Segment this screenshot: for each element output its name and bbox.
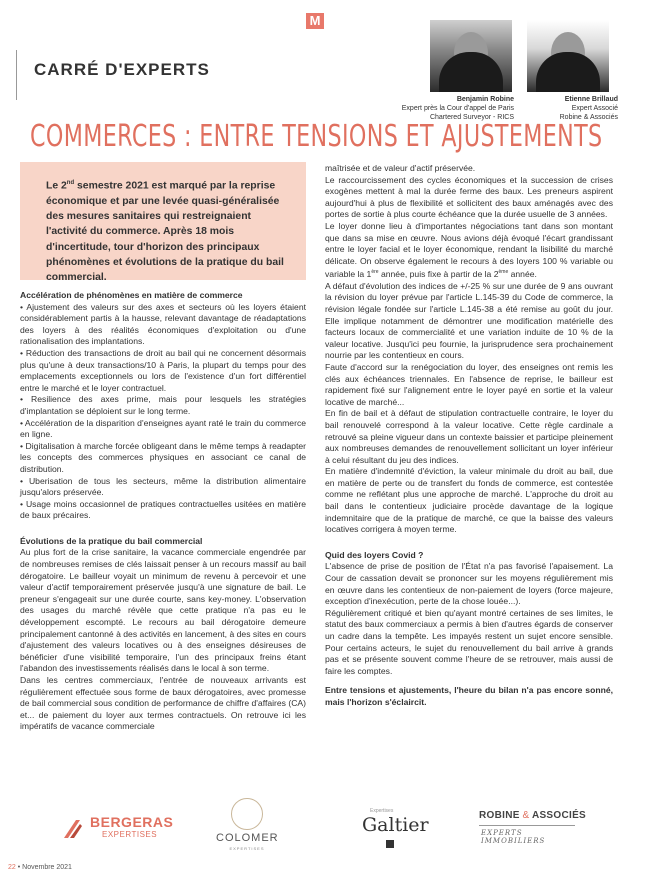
colomer-ring-icon — [231, 798, 263, 830]
expert-name: Benjamin Robine — [456, 96, 514, 103]
paragraph: Au plus fort de la crise sanitaire, la vacance commerciale engendrée par de nombreuses remises de clés laissait penser à un recours massif au bail dérogatoire. Le bailleur voyait un minimum de revenu à percevoir et une valeur d'actif temporairement préservée jusqu'à une signature de bail. Le preneur s'engageait sur une durée courte, sans key-money. L'observation des usages du marché révèle que cette pratique n'a pas eu le développement escompté. Le recours au bail dérogatoire demeure principalement cantonné à des activités en lancement, à des sites en cours d'ajustement des valeurs locatives ou à des enseignes désireuses de bénéficier d'une visibilité temporaire, l'un des principaux freins étant l'abandon des investissements réalisés dans le local à son terme. — [20, 547, 306, 674]
page-footer: 22 • Novembre 2021 — [8, 864, 72, 871]
colomer-logo: COLOMER EXPERTISES — [216, 796, 278, 854]
bergeras-logo: BERGERAS EXPERTISES — [62, 806, 192, 846]
bullet-item: • Resilience des axes prime, mais pour lesquels les stratégies d'implantation se déploient sur le long terme. — [20, 394, 306, 416]
paragraph: Dans les centres commerciaux, l'entrée de nouveaux arrivants est régulièrement effectuée sous forme de baux dérogatoires, avec promesse de bail commercial sous condition de performance de chiffre d'affaires (CA) et... de paiement du loyer aux termes contractuels. On retrouve ici les impératifs de vacance commerciale — [20, 675, 307, 732]
bullet-item: • Usage moins occasionnel de pratiques contractuelles usitées en matière de baux précaires. — [20, 498, 306, 521]
paragraph: En fin de bail et à défaut de stipulation contractuelle contraire, le loyer du bail renouvelé correspond à la valeur locative. Cette règle cardinale a retrouvé sa pleine vigueur dans un contexte baissier et participe pleinement aux nombreuses demandes de renouvellement sollicitant un loyer inférieur à celui résultant du jeu des indices. — [325, 408, 613, 465]
paragraph: Régulièrement critiqué et bien qu'ayant montré certaines de ses limites, le statut des baux commerciaux a permis à bien d'autres égards de conserver un cadre dans la tempête. Les impayés restent un sujet encore sensible. Pour certains acteurs, le sujet du renouvellement du bail arrive à grands pas et se présente souvent comme l'heure de se retrouver, mais aussi de faire les comptes. — [325, 607, 613, 676]
paragraph: L'absence de prise de position de l'État n'a pas favorisé l'apaisement. La Cour de cassation devait se prononcer sur les moyens régulièrement mis en œuvre dans les contentieux de non-paiement de loyers (force majeure, exception d'inexécution, perte de la chose louée...). — [325, 561, 613, 607]
subheading: Accélération de phénomènes en matière de commerce — [20, 290, 243, 300]
bullet-item: • Uberisation de tous les secteurs, même la distribution alimentaire jusqu'alors préservée. — [20, 475, 306, 498]
robine-logo: ROBINE & ASSOCIÉS EXPERTS IMMOBILIERS — [479, 810, 587, 845]
expert-photo-robine — [430, 20, 512, 92]
subheading: Quid des loyers Covid ? — [325, 549, 424, 560]
expert-title: Chartered Surveyor - RICS — [429, 114, 514, 121]
section-label: CARRÉ D'EXPERTS — [34, 60, 210, 79]
article-column-left — [20, 290, 306, 733]
article-headline: COMMERCES : ENTRE TENSIONS ET AJUSTEMENTS — [30, 119, 603, 154]
paragraph: En matière d'indemnité d'éviction, la valeur minimale du droit au bail, due en matière de perte ou de transfert du fonds de commerce, est contestée comme ne reflétant plus une approche de marché. L'approche du droit au bail dans le contentieux judiciaire procède davantage de la logique indemnitaire que de la pratique de marché, ce que la baisse des valeurs locatives corrigera à moyen terme. — [325, 466, 613, 535]
expert-title: Expert Associé — [571, 105, 618, 112]
article-column-right — [325, 163, 613, 709]
expert-caption-brillaud — [520, 95, 618, 122]
paragraph: Le loyer donne lieu à d'importantes négociations tant dans son montant que dans sa mise en œuvre. Nous avions déjà évoqué l'écart grandissant entre le loyer facial et le loyer économique, rendant la lisibilité du marché délicate. On observe également le recours à des loyers 100 % variable ou variable la 1ère année, puis fixe à partir de la 2ème année. — [325, 220, 613, 280]
paragraph: Faute d'accord sur la renégociation du loyer, des enseignes ont remis les clés aux échéances triennales. En l'absence de reprise, le bailleur est rapidement fixé sur l'alignement entre le loyer payé en sortie et la valeur locative de marché... — [325, 361, 613, 407]
page-number: 22 — [8, 864, 16, 871]
expert-title: Robine & Associés — [559, 114, 618, 121]
galtier-g-icon — [386, 840, 394, 848]
closing-statement: Entre tensions et ajustements, l'heure du bilan n'a pas encore sonné, mais l'horizon s'éclaircit. — [325, 685, 613, 707]
header-divider — [16, 50, 23, 100]
bullet-item: • Réduction des transactions de droit au bail qui ne concernent désormais plus qu'une à deux transactions/10 à Paris, la plupart du temps pour des emplacements exceptionnels ou lors de l'existence d'un fort différentiel entre le marché et le loyer contractuel. — [20, 347, 306, 393]
paragraph: maîtrisée et de valeur d'actif préservée. — [325, 163, 476, 173]
intro-box — [20, 162, 306, 284]
bullet-item: • Ajustement des valeurs sur des axes et secteurs où les loyers étaient considérablement partis à la hausse, relevant davantage de réadaptations des loyers à des réalités économiques d'exploitation ou d'une rationalisation des implantations. — [20, 301, 306, 347]
intro-text: Le 2nd semestre 2021 est marqué par la reprise économique et par une levée quasi-généralisée des mesures sanitaires qui restreignaient l'activité du commerce. Après 18 mois d'incertitude, tour d'horizon des principaux phénomènes et évolutions de la pratique du bail commercial. — [46, 180, 284, 284]
expert-photo-brillaud — [527, 20, 609, 92]
bergeras-mark-icon — [62, 814, 84, 840]
issue-date: Novembre 2021 — [22, 864, 72, 871]
paragraph: Le raccourcissement des cycles économiques et la succession de crises exogènes mettent à mal la durée ferme des baux. Les preneurs aspirent aujourd'hui à plus de flexibilité et sollicitent des baux aménagés avec des portes de sortie à plus courte échéance que la durée usuelle de 3 années. — [325, 174, 613, 220]
magazine-logo: M — [306, 13, 324, 29]
expert-name: Etienne Brillaud — [564, 96, 618, 103]
expert-caption-robine — [380, 95, 514, 122]
subheading: Évolutions de la pratique du bail commercial — [20, 535, 203, 546]
galtier-logo: Expertises Galtier — [360, 808, 430, 852]
bullet-item: • Digitalisation à marche forcée obligeant dans le même temps à readapter les concepts des commerces physiques en associant ce canal de distribution. — [20, 440, 306, 474]
expert-title: Expert près la Cour d'appel de Paris — [401, 105, 514, 112]
paragraph: A défaut d'évolution des indices de +/-25 % sur une durée de 9 ans ouvrant la révision du loyer prévue par l'article L.145-39 du Code de commerce, la révision légale fondée sur l'article L.145-38 a été remise au goût du jour. Elle implique notamment de démontrer une modification matérielle des facteurs locaux de commercialité et une variation induite de 10 % de la valeur locative. Jusqu'ici peu fournie, la jurisprudence sera prochainement nourrie par les contentieux en cours. — [325, 280, 613, 361]
bullet-item: • Accélération de la disparition d'enseignes ayant raté le train du commerce en ligne. — [20, 417, 307, 440]
